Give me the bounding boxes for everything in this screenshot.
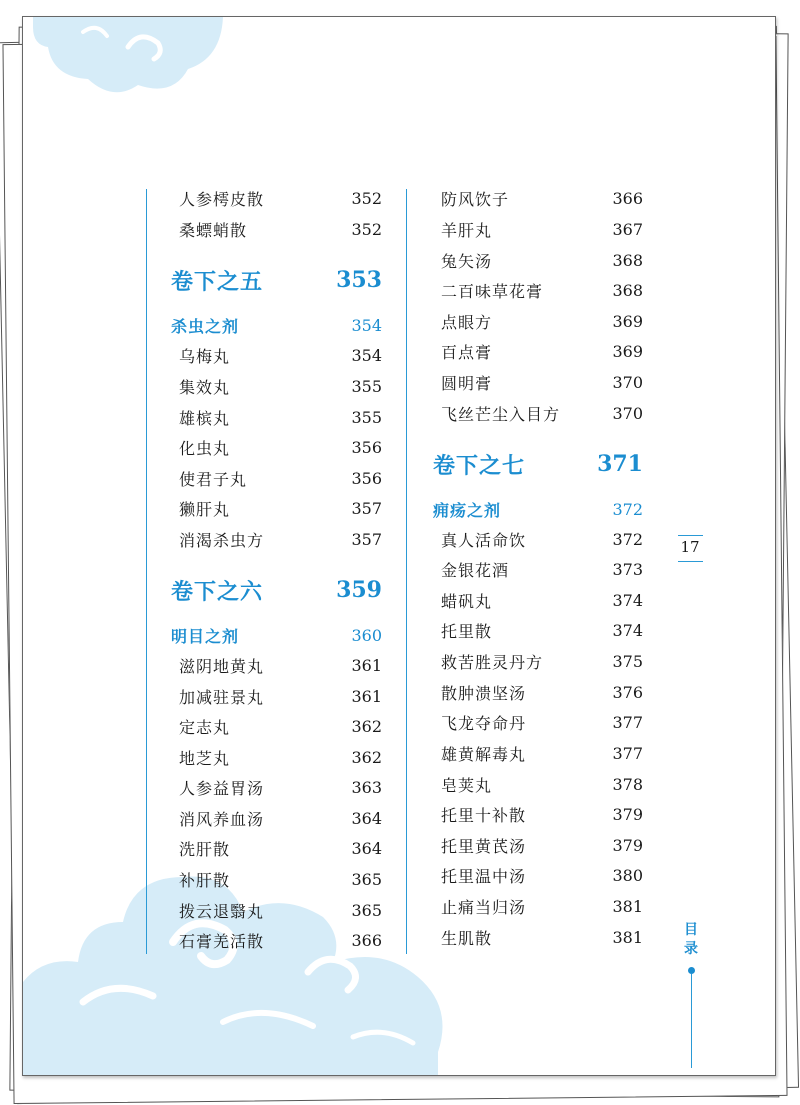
toc-entry	[179, 497, 382, 519]
page-number-rule-bottom	[678, 561, 703, 562]
toc-entry-page: 353	[336, 267, 382, 293]
toc-entry-page: 352	[351, 219, 382, 239]
toc-entry-title: 羊肝丸	[441, 220, 493, 240]
toc-entry	[441, 371, 643, 393]
toc-entry-title: 真人活命饮	[441, 530, 527, 550]
toc-entry	[179, 899, 382, 921]
toc-entry	[441, 926, 643, 948]
toc-entry	[441, 589, 643, 611]
toc-entry-page: 362	[351, 716, 382, 736]
toc-entry-page: 372	[612, 499, 643, 519]
toc-entry-title: 明目之剂	[171, 626, 240, 646]
toc-entry-title: 石膏羌活散	[179, 931, 265, 951]
toc-entry-title: 飞丝芒尘入目方	[441, 404, 561, 424]
toc-entry-title: 杀虫之剂	[171, 316, 240, 336]
toc-entry-title: 化虫丸	[179, 438, 231, 458]
toc-entry-title: 二百味草花膏	[441, 281, 544, 301]
toc-entry-page: 354	[351, 315, 382, 335]
toc-entry	[179, 776, 382, 798]
toc-entry-title: 定志丸	[179, 717, 231, 737]
toc-entry	[441, 803, 643, 825]
toc-entry-page: 377	[612, 712, 643, 732]
toc-page	[22, 16, 776, 1076]
toc-entry-page: 374	[612, 620, 643, 640]
side-label-lu: 录	[684, 941, 698, 957]
toc-entry-title: 托里十补散	[441, 805, 527, 825]
toc-entry	[441, 279, 643, 301]
toc-entry	[441, 681, 643, 703]
toc-entry-page: 359	[336, 577, 382, 603]
toc-entry	[179, 406, 382, 428]
toc-entry	[179, 375, 382, 397]
page-number: 17	[680, 538, 700, 556]
toc-volume-heading	[433, 449, 643, 479]
toc-section-heading	[433, 498, 643, 520]
toc-entry-page: 357	[351, 498, 382, 518]
toc-entry-page: 356	[351, 437, 382, 457]
toc-entry-page: 377	[612, 743, 643, 763]
toc-entry-page: 369	[612, 311, 643, 331]
toc-entry	[179, 807, 382, 829]
toc-entry	[441, 619, 643, 641]
toc-entry-title: 消风养血汤	[179, 809, 265, 829]
toc-entry-title: 滋阴地黄丸	[179, 656, 265, 676]
toc-entry-page: 355	[351, 376, 382, 396]
toc-entry-title: 痈疡之剂	[433, 500, 502, 520]
toc-entry	[179, 929, 382, 951]
toc-entry	[441, 895, 643, 917]
toc-entry-page: 369	[612, 341, 643, 361]
toc-entry-page: 366	[612, 188, 643, 208]
toc-entry	[179, 868, 382, 890]
toc-entry	[441, 340, 643, 362]
toc-entry-page: 365	[351, 900, 382, 920]
toc-entry	[441, 218, 643, 240]
toc-entry-page: 381	[612, 927, 643, 947]
toc-entry-page: 376	[612, 682, 643, 702]
toc-entry	[441, 402, 643, 424]
toc-entry-page: 381	[612, 896, 643, 916]
toc-entry	[441, 187, 643, 209]
toc-entry	[441, 528, 643, 550]
toc-entry-page: 371	[597, 451, 643, 477]
toc-entry-page: 355	[351, 407, 382, 427]
toc-entry-title: 圆明膏	[441, 373, 493, 393]
toc-entry-page: 373	[612, 559, 643, 579]
toc-entry	[441, 650, 643, 672]
toc-entry-title: 人参樗皮散	[179, 189, 265, 209]
toc-entry	[441, 773, 643, 795]
toc-entry-title: 洗肝散	[179, 839, 231, 859]
toc-entry-title: 集效丸	[179, 377, 231, 397]
toc-entry-page: 375	[612, 651, 643, 671]
toc-volume-heading	[171, 265, 382, 295]
toc-entry-title: 雄黄解毒丸	[441, 744, 527, 764]
toc-entry-page: 374	[612, 590, 643, 610]
toc-entry-title: 桑螵蛸散	[179, 220, 248, 240]
cloud-decoration-top	[33, 16, 223, 102]
toc-entry-page: 365	[351, 869, 382, 889]
toc-entry-page: 379	[612, 804, 643, 824]
toc-entry-title: 乌梅丸	[179, 346, 231, 366]
toc-entry-title: 雄槟丸	[179, 408, 231, 428]
toc-entry-page: 363	[351, 777, 382, 797]
toc-entry-title: 托里黄芪汤	[441, 836, 527, 856]
toc-entry-title: 生肌散	[441, 928, 493, 948]
toc-entry-page: 361	[351, 686, 382, 706]
toc-section-heading	[171, 624, 382, 646]
toc-entry-page: 361	[351, 655, 382, 675]
toc-entry-title: 使君子丸	[179, 469, 248, 489]
toc-entry-page: 378	[612, 774, 643, 794]
toc-entry-page: 372	[612, 529, 643, 549]
toc-entry-page: 379	[612, 835, 643, 855]
toc-entry	[179, 467, 382, 489]
toc-entry-title: 人参益胃汤	[179, 778, 265, 798]
toc-entry-page: 380	[612, 865, 643, 885]
toc-entry-page: 364	[351, 808, 382, 828]
toc-entry-page: 357	[351, 529, 382, 549]
toc-entry	[441, 310, 643, 332]
toc-entry-page: 368	[612, 280, 643, 300]
toc-entry-title: 百点膏	[441, 342, 493, 362]
toc-entry	[441, 864, 643, 886]
toc-entry-page: 352	[351, 188, 382, 208]
toc-entry-title: 补肝散	[179, 870, 231, 890]
toc-entry-page: 360	[351, 625, 382, 645]
toc-entry	[179, 685, 382, 707]
page-number-rule-top	[678, 535, 703, 536]
toc-entry-title: 獭肝丸	[179, 499, 231, 519]
side-label-mu: 目	[684, 922, 698, 938]
column-rule-right	[406, 189, 407, 954]
toc-entry-page: 368	[612, 250, 643, 270]
toc-entry-title: 卷下之五	[171, 268, 264, 295]
toc-entry	[179, 654, 382, 676]
toc-entry-title: 蜡矾丸	[441, 591, 493, 611]
toc-entry-title: 止痛当归汤	[441, 897, 527, 917]
toc-entry	[179, 837, 382, 859]
toc-entry-title: 飞龙夺命丹	[441, 713, 527, 733]
toc-entry-page: 356	[351, 468, 382, 488]
toc-entry-page: 362	[351, 747, 382, 767]
toc-entry	[179, 746, 382, 768]
toc-entry	[441, 558, 643, 580]
toc-entry-title: 托里散	[441, 621, 493, 641]
toc-entry-page: 364	[351, 838, 382, 858]
column-rule-left	[146, 189, 147, 954]
toc-entry	[179, 715, 382, 737]
toc-entry-title: 散肿溃坚汤	[441, 683, 527, 703]
toc-entry	[179, 187, 382, 209]
toc-entry	[179, 218, 382, 240]
toc-entry-title: 卷下之六	[171, 578, 264, 605]
toc-entry	[179, 528, 382, 550]
toc-volume-heading	[171, 575, 382, 605]
toc-entry-title: 托里温中汤	[441, 866, 527, 886]
toc-entry-title: 拨云退翳丸	[179, 901, 265, 921]
toc-entry-page: 354	[351, 345, 382, 365]
toc-entry-page: 366	[351, 930, 382, 950]
toc-entry-page: 370	[612, 403, 643, 423]
toc-entry	[441, 834, 643, 856]
toc-entry-title: 兔矢汤	[441, 251, 493, 271]
side-label-dot	[688, 967, 695, 974]
toc-entry	[441, 742, 643, 764]
toc-entry	[441, 711, 643, 733]
toc-entry-title: 皂荚丸	[441, 775, 493, 795]
toc-entry-page: 367	[612, 219, 643, 239]
toc-entry-title: 卷下之七	[433, 452, 526, 479]
side-label-bar	[691, 974, 692, 1068]
toc-entry-page: 370	[612, 372, 643, 392]
toc-entry-title: 金银花酒	[441, 560, 510, 580]
toc-section-heading	[171, 314, 382, 336]
toc-entry-title: 防风饮子	[441, 189, 510, 209]
toc-entry-title: 地芝丸	[179, 748, 231, 768]
toc-entry	[179, 344, 382, 366]
toc-entry-title: 救苦胜灵丹方	[441, 652, 544, 672]
toc-entry-title: 点眼方	[441, 312, 493, 332]
toc-entry-title: 加减驻景丸	[179, 687, 265, 707]
toc-entry	[441, 249, 643, 271]
toc-entry	[179, 436, 382, 458]
toc-entry-title: 消渴杀虫方	[179, 530, 265, 550]
